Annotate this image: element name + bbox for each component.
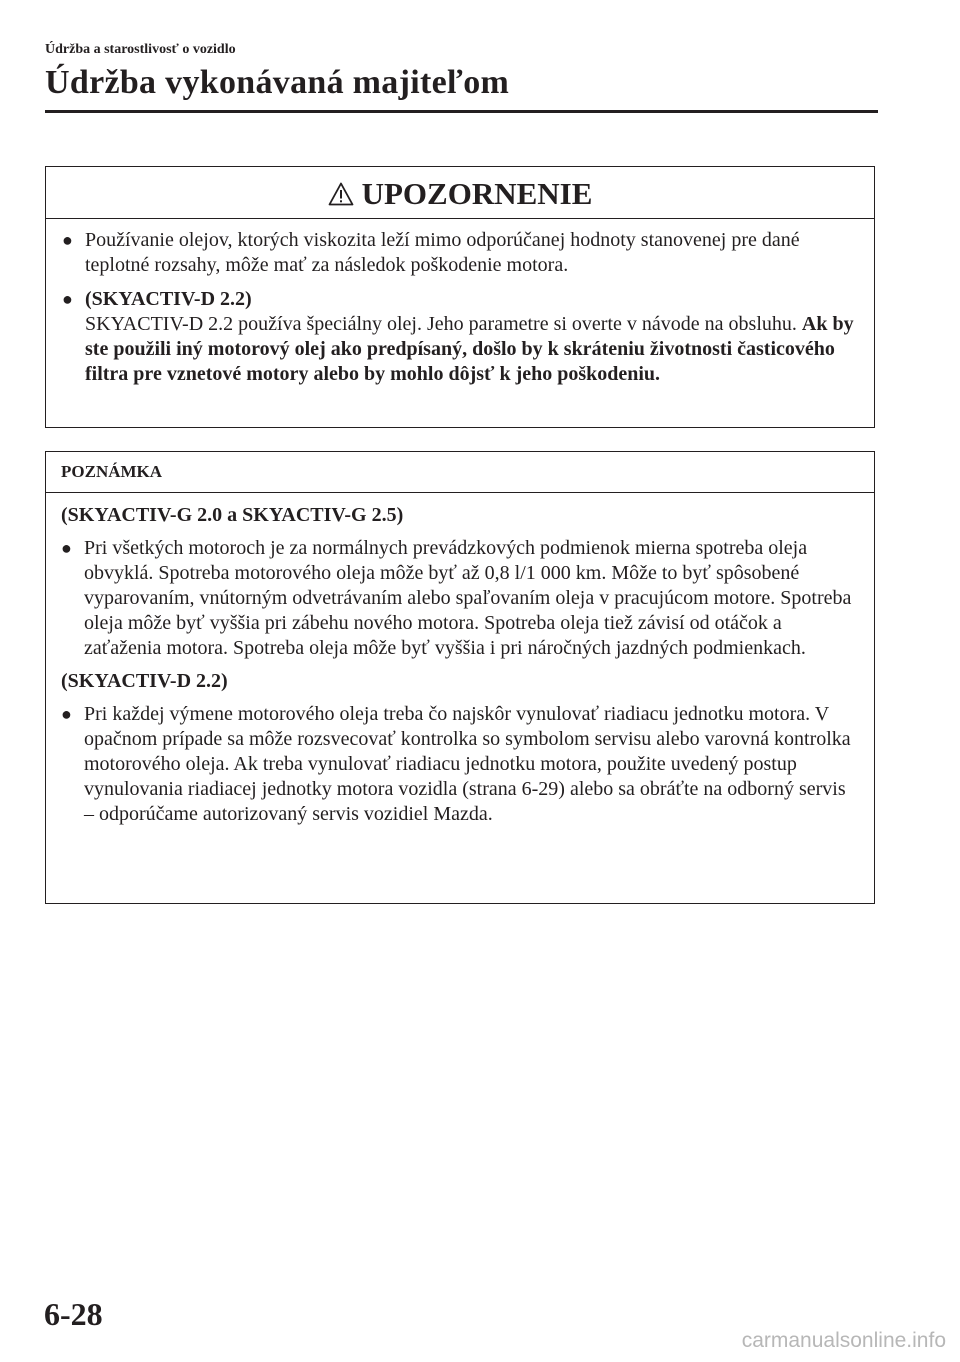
watermark: carmanualsonline.info bbox=[741, 1329, 946, 1352]
page-number: 6-28 bbox=[44, 1296, 103, 1332]
warning-header bbox=[46, 167, 874, 219]
warning-item-text: Používanie olejov, ktorých viskozita leží mimo odporúčanej hodnoty stanovenej pre dané teplotné rozsahy, môže mať za následok poškodenie motora. bbox=[85, 229, 800, 276]
title-divider bbox=[45, 110, 878, 113]
bullet-dot-icon: ● bbox=[62, 289, 73, 309]
note-item-text: Pri každej výmene motorového oleja treba čo najskôr vynulovať riadiacu jednotku motora. V opačnom prípade sa môže rozsvecovať kontrolka so symbolom servisu alebo varovná kontrolka motorového oleja. Ak treba vynulovať riadiacu jednotku motora, použite uvedený postup vynulovania riadiacej jednotky motora vozidla (strana 6-29) alebo sa obráťte na odborný servis – odporúčame autorizovaný servis vozidiel Mazda. bbox=[84, 703, 851, 825]
note-item bbox=[61, 702, 859, 827]
warning-box bbox=[45, 166, 875, 428]
warning-heading: UPOZORNENIE bbox=[361, 176, 593, 211]
bullet-dot-icon: ● bbox=[61, 704, 72, 724]
warning-item-bold-text: Ak by ste použili iný motorový olej ako predpísaný, došlo by k skráteniu životnosti časticového filtra pre vznetové motory alebo by mohlo dôjsť k jeho poškodeniu. bbox=[85, 313, 854, 385]
warning-item bbox=[62, 228, 858, 278]
note-item bbox=[61, 536, 859, 661]
page-title: Údržba vykonávaná majiteľom bbox=[45, 64, 510, 101]
warning-body bbox=[46, 219, 874, 387]
breadcrumb: Údržba a starostlivosť o vozidlo bbox=[45, 42, 236, 57]
warning-item-heading: (SKYACTIV-D 2.2) bbox=[85, 288, 252, 310]
note-section-heading: (SKYACTIV-D 2.2) bbox=[61, 670, 228, 692]
note-header: POZNÁMKA bbox=[46, 452, 874, 493]
warning-item bbox=[62, 287, 858, 387]
note-body bbox=[46, 493, 874, 827]
note-section-heading: (SKYACTIV-G 2.0 a SKYACTIV-G 2.5) bbox=[61, 504, 404, 526]
note-item-text: Pri všetkých motoroch je za normálnych prevádzkových podmienok mierna spotreba oleja obvyklá. Spotreba motorového oleja môže byť až 0,8 l/1 000 km. Môže to byť spôsobené vyparovaním, vnútorným odvetrávaním alebo spaľovaním oleja v pracujúcom motore. Spotreba oleja môže byť vyššia pri zábehu nového motora. Spotreba oleja tiež závisí od otáčok a zaťaženia motora. Spotreba oleja môže byť vyššia i pri náročných jazdných podmienkach. bbox=[84, 537, 852, 659]
warning-triangle-icon bbox=[328, 182, 354, 206]
bullet-dot-icon: ● bbox=[61, 538, 72, 558]
bullet-dot-icon: ● bbox=[62, 230, 73, 250]
warning-item-text: SKYACTIV-D 2.2 používa špeciálny olej. Jeho parametre si overte v návode na obsluhu. bbox=[85, 313, 797, 335]
note-box bbox=[45, 451, 875, 904]
